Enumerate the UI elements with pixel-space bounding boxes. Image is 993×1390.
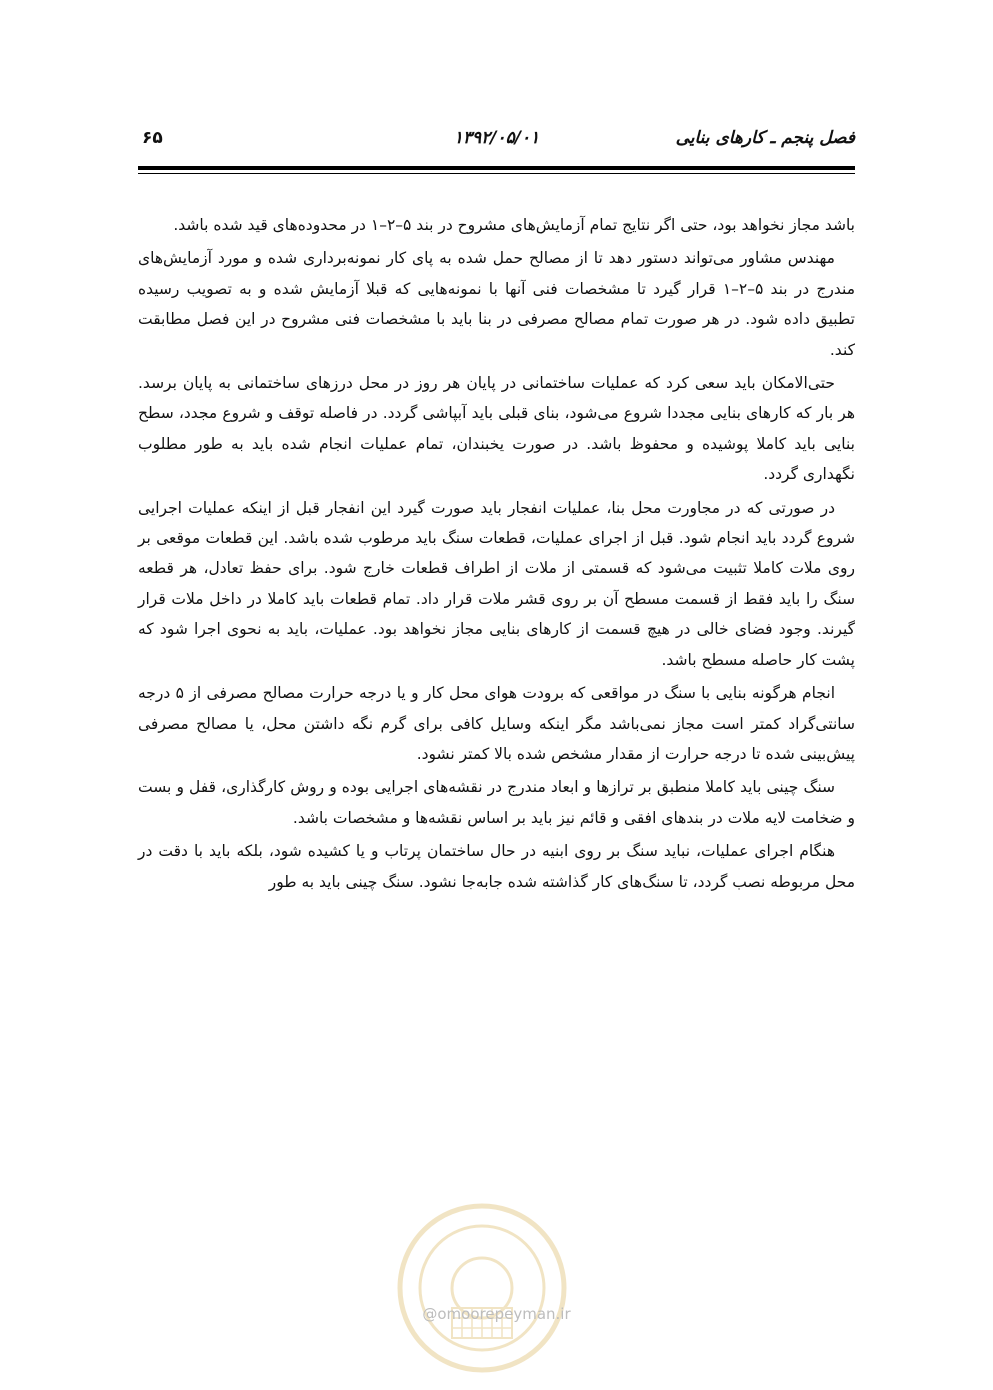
- chapter-title: فصل پنجم ـ کارهای بنایی: [675, 128, 855, 148]
- paragraph-2: مهندس مشاور می‌تواند دستور دهد تا از مصالح حمل شده به پای کار نمونه‌برداری شده و مورد آزمایش‌های مندرج در بند ۵–۲–۱ قرار گیرد تا مشخصات فنی آنها با نمونه‌هایی که قبلا آزمایش شده و به تصویب رسیده تطبیق داده شود. در هر صورت تمام مصالح مصرفی در بنا باید با مشخصات فنی مشروح در این فصل مطابقت کند.: [138, 249, 855, 359]
- body-text: [138, 210, 855, 900]
- paragraph-3: حتی‌الامکان باید سعی کرد که عملیات ساختمانی در پایان هر روز در محل درزهای ساختمانی به پایان برسد. هر بار که کارهای بنایی مجددا شروع می‌شود، بنای قبلی باید آبپاشی گردد. در فاصله توقف و شروع مجدد، سطح بنایی باید کاملا پوشیده و محفوظ باشد. در صورت یخبندان، تمام عملیات انجام شده باید به طور مطلوب نگهداری گردد.: [138, 374, 855, 484]
- paragraph-4: در صورتی که در مجاورت محل بنا، عملیات انفجار باید صورت گیرد این انفجار قبل از اینکه عملیات اجرایی شروع گردد باید انجام شود. قبل از اجرای عملیات، قطعات سنگ باید مرطوب شده باشد. این قطعات موقعی بر روی ملات کاملا تثبیت می‌شود که قسمتی از ملات از اطراف قطعات خارج شود. برای حفظ تعادل، هر قطعه سنگ را باید فقط از قسمت مسطح آن بر روی قشر ملات قرار داد. تمام قطعات باید کاملا در داخل ملات قرار گیرند. وجود فضای خالی در هیچ قسمت از کارهای بنایی مجاز نخواهد بود. عملیات، باید به نحوی اجرا شود که پشت کار حاصله مسطح باشد.: [138, 498, 855, 669]
- watermark-seal-icon: [392, 1198, 572, 1378]
- paragraph-6: سنگ چینی باید کاملا منطبق بر ترازها و ابعاد مندرج در نقشه‌های اجرایی بوده و روش کارگذاری، قفل و بست و ضخامت لایه ملات در بندهای افقی و قائم نیز باید بر اساس نقشه‌ها و مشخصات باشد.: [138, 778, 855, 827]
- page-header: [138, 128, 855, 158]
- paragraph-7: هنگام اجرای عملیات، نباید سنگ بر روی ابنیه در حال ساختمان پرتاب و یا کشیده شود، بلکه باید با دقت در محل مربوطه نصب گردد، تا سنگ‌های کار گذاشته شده جابه‌جا نشود. سنگ چینی باید به طور: [138, 842, 855, 891]
- watermark-site: @omoorepeyman.ir: [422, 1305, 571, 1323]
- header-rule-thin: [138, 173, 855, 174]
- paragraph-5: انجام هرگونه بنایی با سنگ در مواقعی که برودت هوای محل کار و یا درجه حرارت مصالح مصرفی از ۵ درجه سانتی‌گراد کمتر است مجاز نمی‌باشد مگر اینکه وسایل کافی برای گرم نگه داشتن محل، یا مصالح مصرفی پیش‌بینی شده تا درجه حرارت از مقدار مشخص شده بالا کمتر نشود.: [138, 684, 855, 763]
- header-date: ۱۳۹۲/۰۵/۰۱: [453, 128, 540, 148]
- page-number: ۶۵: [142, 128, 163, 148]
- paragraph-1: باشد مجاز نخواهد بود، حتی اگر نتایج تمام آزمایش‌های مشروح در بند ۵–۲–۱ در محدوده‌های قید شده باشد.: [173, 216, 855, 234]
- header-rule-thick: [138, 166, 855, 170]
